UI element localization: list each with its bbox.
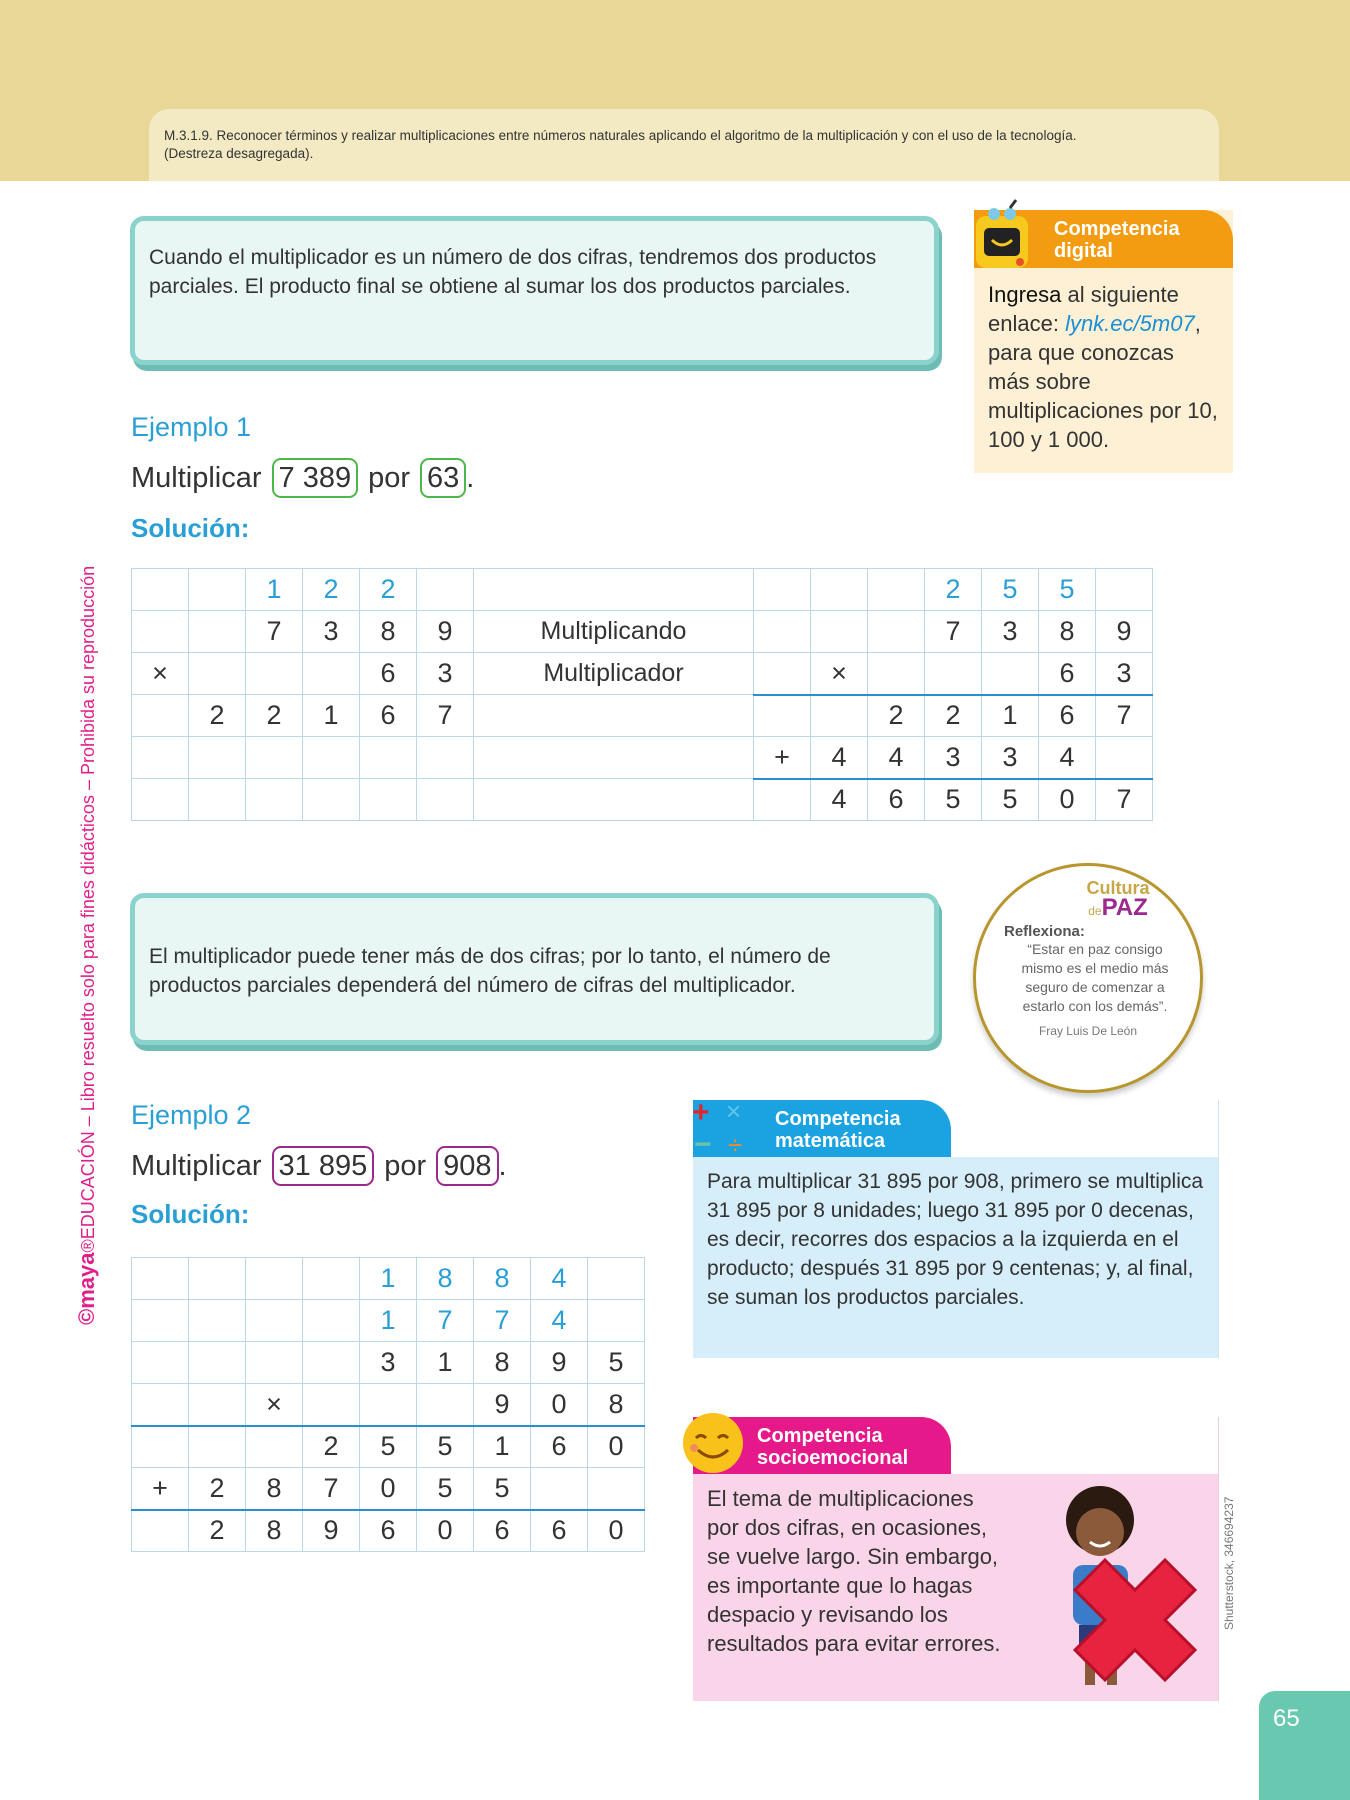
info-box-2 (130, 893, 939, 1045)
row-label: Multiplicando (474, 611, 754, 653)
example-1-title: Ejemplo 1 (131, 412, 252, 442)
digit-cell: 4 (868, 737, 925, 779)
row-label: Multiplicador (474, 653, 754, 695)
info-box-1 (130, 216, 939, 365)
operator-cell: × (811, 653, 868, 695)
operator-cell (474, 737, 754, 779)
svg-text:−: − (694, 1128, 712, 1161)
copyright-side-text (74, 566, 100, 1325)
digit-cell: 3 (982, 611, 1039, 653)
operator-cell (246, 653, 303, 695)
digit-cell: 8 (417, 1258, 474, 1300)
digit-cell: 8 (246, 1510, 303, 1552)
operator-cell (189, 1426, 246, 1468)
operator-cell (360, 779, 417, 821)
lynk-link[interactable]: lynk.ec/5m07 (1065, 311, 1195, 336)
dot: . (498, 1149, 507, 1182)
digit-cell: 2 (925, 695, 982, 737)
digit-cell: 9 (531, 1342, 588, 1384)
digit-cell: 4 (811, 737, 868, 779)
table-row (132, 695, 1153, 737)
skill-text: M.3.1.9. Reconocer términos y realizar multiplicaciones entre números naturales aplicando el algoritmo de la multiplicación y con el uso de la tecnología. (164, 128, 1077, 143)
operator-cell (246, 1258, 303, 1300)
digit-cell: 1 (303, 695, 360, 737)
quote-author: Fray Luis De León (1038, 1024, 1138, 1038)
digit-cell: 7 (246, 611, 303, 653)
digit-cell: 8 (1039, 611, 1096, 653)
operator-cell (189, 569, 246, 611)
operator-cell (417, 779, 474, 821)
operator-cell (925, 653, 982, 695)
digit-cell: 3 (417, 653, 474, 695)
operator-cell (132, 1342, 189, 1384)
operator-cell (189, 1258, 246, 1300)
info-text: Cuando el multiplicador es un número de dos cifras, tendremos dos productos parciales. El producto final se obtiene al sumar los dos productos parciales. (149, 246, 877, 298)
operator-cell (132, 1510, 189, 1552)
digit-cell: 8 (246, 1468, 303, 1510)
digit-cell: 1 (982, 695, 1039, 737)
digit-cell: 6 (360, 1510, 417, 1552)
operator-cell (132, 1258, 189, 1300)
skill-note: (Destreza desagregada). (164, 146, 314, 161)
example-1-table (131, 568, 1153, 821)
digit-cell: 6 (360, 653, 417, 695)
digit-cell: 2 (303, 1426, 360, 1468)
operator-cell (1096, 569, 1153, 611)
example-2-solution-label: Solución: (131, 1199, 250, 1229)
smiley-icon (680, 1410, 746, 1476)
cultura-label: Cultura (1086, 878, 1150, 898)
example-1-statement (131, 458, 474, 498)
operator-cell (303, 1342, 360, 1384)
digit-cell: 5 (417, 1468, 474, 1510)
digit-cell: 1 (246, 569, 303, 611)
operator-cell: + (754, 737, 811, 779)
socio-text: El tema de multiplicaciones por dos cifras, en ocasiones, se vuelve largo. Sin embargo, es importante que lo hagas despacio y revisando los resultados para evitar errores. (707, 1486, 1001, 1656)
digit-cell: 0 (417, 1510, 474, 1552)
operator-cell (132, 695, 189, 737)
digit-cell: 6 (531, 1510, 588, 1552)
skill-box (149, 109, 1219, 181)
operator-cell (246, 779, 303, 821)
table-row (132, 1342, 645, 1384)
dot: . (466, 461, 475, 494)
digit-cell: 3 (982, 737, 1039, 779)
verb: Multiplicar (131, 1149, 262, 1182)
example-2-title: Ejemplo 2 (131, 1100, 252, 1130)
digit-cell: 5 (474, 1468, 531, 1510)
paz: PAZ (1101, 894, 1148, 921)
multiplicand-pill: 7 389 (272, 458, 359, 498)
digit-cell: 3 (925, 737, 982, 779)
operator-cell (303, 1384, 360, 1426)
operator-cell (132, 1384, 189, 1426)
table-row (132, 1258, 645, 1300)
digit-cell: 2 (189, 1468, 246, 1510)
digit-cell: 1 (360, 1258, 417, 1300)
digit-cell: 2 (189, 1510, 246, 1552)
operator-cell (132, 779, 189, 821)
robot-icon (968, 198, 1040, 278)
de: de (1088, 904, 1102, 918)
operator-cell (754, 653, 811, 695)
operator-cell (474, 569, 754, 611)
operator-cell (754, 779, 811, 821)
table-row (132, 569, 1153, 611)
digit-cell: 4 (531, 1258, 588, 1300)
digit-cell: 1 (417, 1342, 474, 1384)
operator-cell (360, 1384, 417, 1426)
table-row (132, 1468, 645, 1510)
operator-cell (132, 611, 189, 653)
operator-cell (754, 695, 811, 737)
digit-cell: 6 (360, 695, 417, 737)
operator-cell (811, 695, 868, 737)
operator-cell (531, 1468, 588, 1510)
operator-cell (246, 1300, 303, 1342)
operator-cell (189, 1384, 246, 1426)
table-row (132, 611, 1153, 653)
digit-cell: 0 (531, 1384, 588, 1426)
example-2-table (131, 1257, 645, 1552)
digit-cell: 2 (303, 569, 360, 611)
svg-text:×: × (726, 1096, 742, 1126)
digit-cell: 5 (982, 569, 1039, 611)
operator-cell (303, 1258, 360, 1300)
operator-cell (132, 1300, 189, 1342)
digit-cell: 0 (1039, 779, 1096, 821)
example-1-solution-label: Solución: (131, 513, 250, 543)
digit-cell: 5 (360, 1426, 417, 1468)
operator-cell (246, 1426, 303, 1468)
operator-cell (982, 653, 1039, 695)
digit-cell: 9 (1096, 611, 1153, 653)
digit-cell: 7 (474, 1300, 531, 1342)
digit-cell: 1 (360, 1300, 417, 1342)
operator-cell (189, 611, 246, 653)
table-row (132, 1300, 645, 1342)
digit-cell: 5 (925, 779, 982, 821)
operator-cell (303, 653, 360, 695)
table-row (132, 779, 1153, 821)
digit-cell: 7 (925, 611, 982, 653)
digit-cell: 7 (1096, 695, 1153, 737)
copyright-text: ®EDUCACIÓN – Libro resuelto solo para fines didácticos – Prohibida su reproducción (78, 565, 98, 1253)
page-number: 65 (1259, 1691, 1350, 1800)
operator-cell (588, 1468, 645, 1510)
bold-text: Ingresa (988, 282, 1062, 307)
title: matemática (775, 1130, 886, 1152)
operator-cell (246, 1342, 303, 1384)
digit-cell: 0 (588, 1510, 645, 1552)
title: socioemocional (757, 1447, 909, 1469)
digit-cell: 0 (360, 1468, 417, 1510)
digit-cell: 3 (360, 1342, 417, 1384)
operator-cell (189, 779, 246, 821)
operator-cell (303, 779, 360, 821)
digit-cell: 2 (868, 695, 925, 737)
operator-cell (868, 569, 925, 611)
digit-cell: 6 (1039, 695, 1096, 737)
image-credit: Shutterstock, 346694237 (1222, 1496, 1236, 1630)
text: , para que conozcas más sobre multiplicaciones por 10, 100 y 1 000. (988, 311, 1218, 452)
digit-cell: 5 (417, 1426, 474, 1468)
digit-cell: 5 (588, 1342, 645, 1384)
svg-text:÷: ÷ (728, 1130, 743, 1160)
title: Competencia (1054, 218, 1180, 240)
operator-cell (189, 737, 246, 779)
digit-cell: 3 (1096, 653, 1153, 695)
operator-cell (132, 1426, 189, 1468)
peace-culture-circle (973, 863, 1203, 1093)
por: por (384, 1149, 427, 1182)
operator-cell (868, 653, 925, 695)
operator-cell (754, 611, 811, 653)
operator-cell: × (132, 653, 189, 695)
digit-cell: 8 (474, 1342, 531, 1384)
math-operators-icon (690, 1092, 760, 1162)
text: al siguiente enlace: (988, 282, 1179, 336)
digit-cell: 4 (1039, 737, 1096, 779)
operator-cell: × (246, 1384, 303, 1426)
digit-cell: 5 (982, 779, 1039, 821)
digit-cell: 7 (417, 695, 474, 737)
digit-cell: 2 (246, 695, 303, 737)
table-row (132, 1510, 645, 1552)
digit-cell: 7 (417, 1300, 474, 1342)
example-2-statement (131, 1146, 507, 1186)
paz-logo (976, 896, 1200, 923)
title: Competencia (775, 1108, 901, 1130)
digit-cell: 8 (588, 1384, 645, 1426)
operator-cell (303, 1300, 360, 1342)
table-row (132, 737, 1153, 779)
digit-cell: 7 (1096, 779, 1153, 821)
table-row (132, 653, 1153, 695)
digit-cell: 4 (531, 1300, 588, 1342)
reflexiona-label: Reflexiona: (1004, 923, 1085, 940)
digital-body (974, 268, 1233, 466)
operator-cell (811, 611, 868, 653)
por: por (368, 461, 411, 494)
operator-cell (360, 737, 417, 779)
operator-cell (868, 611, 925, 653)
operator-cell (303, 737, 360, 779)
operator-cell (132, 737, 189, 779)
info-text: El multiplicador puede tener más de dos cifras; por lo tanto, el número de productos parciales dependerá del número de cifras del multiplicador. (149, 945, 831, 997)
operator-cell (189, 1300, 246, 1342)
brand-logo: ©maya (74, 1252, 99, 1325)
digit-cell: 6 (1039, 653, 1096, 695)
table-row (132, 1426, 645, 1468)
verb: Multiplicar (131, 461, 262, 494)
operator-cell (588, 1300, 645, 1342)
svg-text:+: + (692, 1096, 710, 1129)
title: Competencia (757, 1425, 883, 1447)
digit-cell: 7 (303, 1468, 360, 1510)
operator-cell (246, 737, 303, 779)
digit-cell: 5 (1039, 569, 1096, 611)
operator-cell (132, 569, 189, 611)
digit-cell: 2 (189, 695, 246, 737)
operator-cell (417, 569, 474, 611)
operator-cell (417, 737, 474, 779)
operator-cell (474, 779, 754, 821)
digit-cell: 6 (531, 1426, 588, 1468)
multiplicand-pill: 31 895 (272, 1146, 375, 1186)
digit-cell: 9 (303, 1510, 360, 1552)
child-with-x-illustration (1035, 1480, 1220, 1700)
digit-cell: 2 (360, 569, 417, 611)
digit-cell: 9 (417, 611, 474, 653)
operator-cell (189, 1342, 246, 1384)
operator-cell (189, 653, 246, 695)
operator-cell (588, 1258, 645, 1300)
quote: “Estar en paz consigo mismo es el medio más seguro de comenzar a estarlo con los demás”. (1021, 941, 1169, 1014)
operator-cell (811, 569, 868, 611)
table-row (132, 1384, 645, 1426)
operator-cell (417, 1384, 474, 1426)
digit-cell: 8 (360, 611, 417, 653)
digit-cell: 1 (474, 1426, 531, 1468)
digit-cell: 3 (303, 611, 360, 653)
operator-cell (1096, 737, 1153, 779)
digit-cell: 6 (474, 1510, 531, 1552)
title: digital (1054, 240, 1113, 262)
digit-cell: 4 (811, 779, 868, 821)
operator-cell (754, 569, 811, 611)
digit-cell: 6 (868, 779, 925, 821)
digit-cell: 2 (925, 569, 982, 611)
multiplier-pill: 908 (436, 1146, 498, 1186)
digit-cell: 9 (474, 1384, 531, 1426)
math-competence-box (693, 1100, 1219, 1358)
operator-cell (474, 695, 754, 737)
digit-cell: 0 (588, 1426, 645, 1468)
math-text: Para multiplicar 31 895 por 908, primero se multiplica 31 895 por 8 unidades; luego 31 895 por 0 decenas, es decir, recorres dos espacios a la izquierda en el producto; después 31 895 por 9 centenas; y, al final, se suman los productos parciales. (693, 1157, 1218, 1358)
digit-cell: 8 (474, 1258, 531, 1300)
operator-cell: + (132, 1468, 189, 1510)
multiplier-pill: 63 (420, 458, 466, 498)
